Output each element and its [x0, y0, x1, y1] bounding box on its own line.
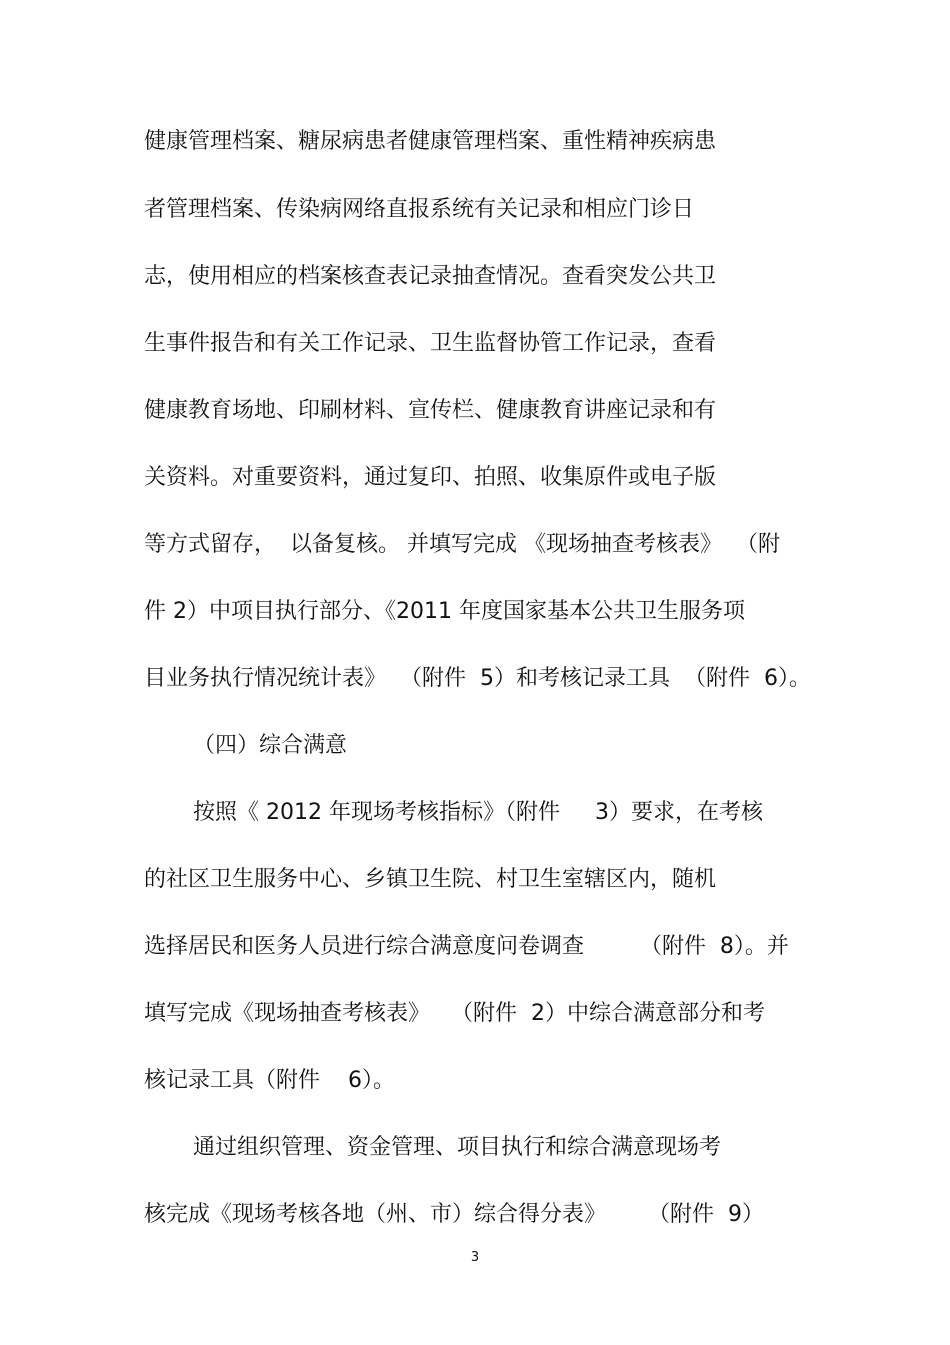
text-line: 选择居民和医务人员进行综合满意度问卷调查 （附件 8）。并 — [144, 934, 789, 959]
text-line: 健康管理档案、糖尿病患者健康管理档案、重性精神疾病患 — [144, 129, 717, 154]
text-line: 志，使用相应的档案核查表记录抽查情况。查看突发公共卫 — [144, 264, 717, 289]
text-line: 通过组织管理、资金管理、项目执行和综合满意现场考 — [193, 1135, 722, 1160]
text-line: 生事件报告和有关工作记录、卫生监督协管工作记录，查看 — [144, 331, 717, 356]
text-line: 关资料。对重要资料，通过复印、拍照、收集原件或电子版 — [144, 465, 717, 490]
text-line: 件 2）中项目执行部分、《2011 年度国家基本公共卫生服务项 — [144, 599, 745, 624]
page-number: 3 — [470, 1250, 480, 1265]
text-line: 按照《 2012 年现场考核指标》（附件 3）要求，在考核 — [193, 800, 763, 825]
text-line: 者管理档案、传染病网络直报系统有关记录和相应门诊日 — [144, 197, 695, 222]
text-line: 核完成《现场考核各地（州、市）综合得分表》 （附件 9） — [144, 1202, 764, 1227]
text-line: 目业务执行情况统计表》 （附件 5）和考核记录工具 （附件 6）。 — [144, 666, 811, 691]
text-line: 核记录工具（附件 6）。 — [144, 1068, 395, 1093]
text-line: 等方式留存， 以备复核。 并填写完成 《现场抽查考核表》 （附 — [144, 532, 780, 557]
text-line: 健康教育场地、印刷材料、宣传栏、健康教育讲座记录和有 — [144, 398, 717, 423]
text-line: 的社区卫生服务中心、乡镇卫生院、村卫生室辖区内，随机 — [144, 867, 717, 892]
section-heading: （四）综合满意 — [193, 733, 348, 758]
text-line: 填写完成《现场抽查考核表》 （附件 2）中综合满意部分和考 — [144, 1001, 765, 1026]
